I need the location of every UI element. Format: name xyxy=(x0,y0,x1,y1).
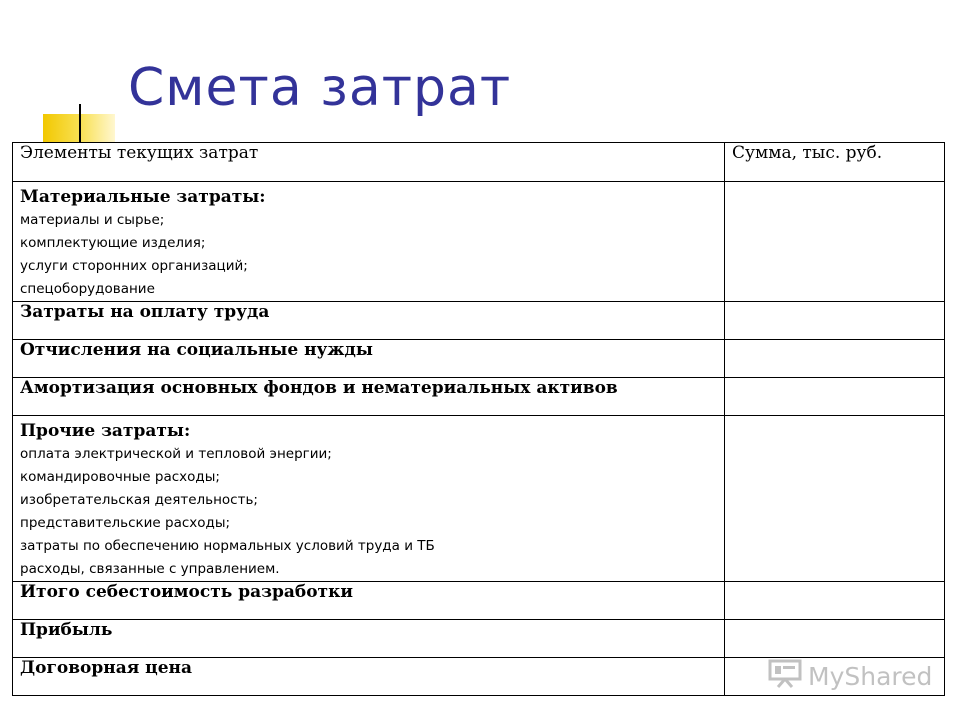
row-label: Материальные затраты: xyxy=(20,187,266,207)
sub-item: представительские расходы; xyxy=(20,515,231,531)
watermark xyxy=(768,658,932,694)
header-cost-elements: Элементы текущих затрат xyxy=(13,143,725,182)
watermark-text: MyShared xyxy=(808,661,933,691)
sub-item: изобретательская деятельность; xyxy=(20,492,258,508)
amount-cell xyxy=(725,620,945,658)
row-material-costs xyxy=(13,182,725,302)
slide-title: Смета затрат xyxy=(128,58,512,118)
table-row xyxy=(13,416,945,582)
row-other-costs xyxy=(13,416,725,582)
sub-item: командировочные расходы; xyxy=(20,469,220,485)
decorative-vertical-line xyxy=(79,104,81,142)
table-header-row xyxy=(13,143,945,182)
projector-screen-icon xyxy=(768,658,808,694)
table-row xyxy=(13,182,945,302)
amount-cell xyxy=(725,582,945,620)
row-label: Амортизация основных фондов и нематериальных активов xyxy=(13,378,725,416)
amount-cell xyxy=(725,302,945,340)
row-label: Затраты на оплату труда xyxy=(13,302,725,340)
table-row xyxy=(13,378,945,416)
amount-cell xyxy=(725,182,945,302)
amount-cell xyxy=(725,416,945,582)
row-label: Прочие затраты: xyxy=(20,421,191,441)
header-amount: Сумма, тыс. руб. xyxy=(725,143,945,182)
row-label: Итого себестоимость разработки xyxy=(13,582,725,620)
table-row xyxy=(13,340,945,378)
sub-item: спецоборудование xyxy=(20,281,155,297)
sub-item: услуги сторонних организаций; xyxy=(20,258,248,274)
row-label: Прибыль xyxy=(13,620,725,658)
sub-item: расходы, связанные с управлением. xyxy=(20,561,280,577)
cost-estimate-table xyxy=(12,142,945,696)
sub-item: затраты по обеспечению нормальных условий труда и ТБ xyxy=(20,538,435,554)
sub-item: комплектующие изделия; xyxy=(20,235,206,251)
table-row xyxy=(13,620,945,658)
sub-item: материалы и сырье; xyxy=(20,212,165,228)
amount-cell xyxy=(725,378,945,416)
table-row xyxy=(13,582,945,620)
table-row xyxy=(13,302,945,340)
amount-cell xyxy=(725,340,945,378)
row-label: Отчисления на социальные нужды xyxy=(13,340,725,378)
row-label: Договорная цена xyxy=(13,658,725,696)
sub-item: оплата электрической и тепловой энергии; xyxy=(20,446,332,462)
